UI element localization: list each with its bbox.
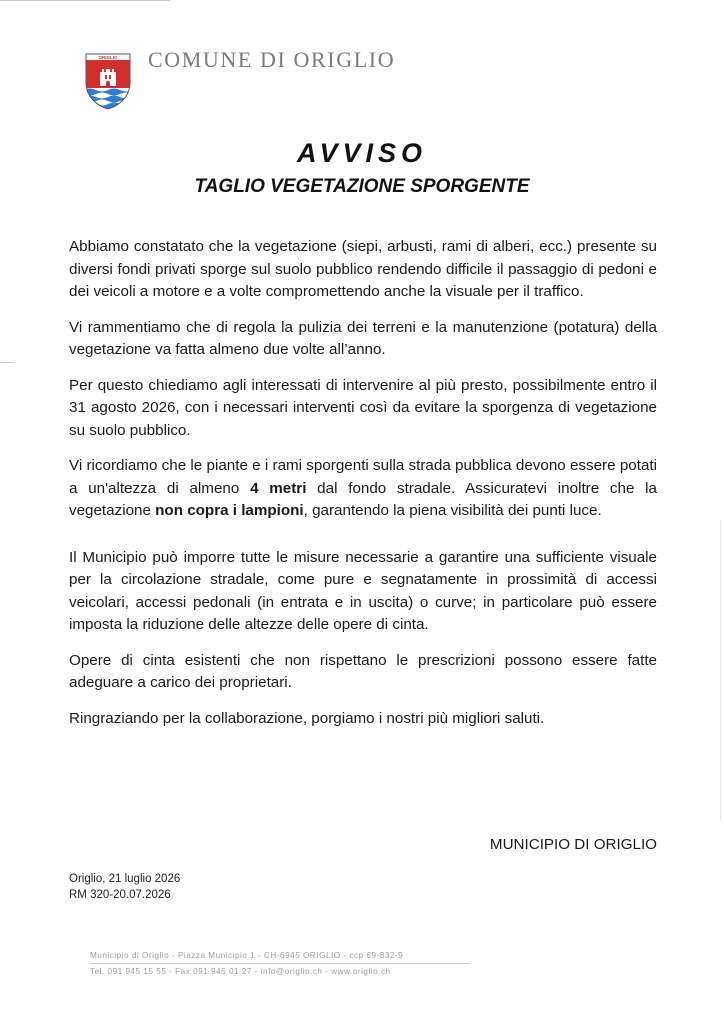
paragraph-4-text-a: Vi ricordiamo che le piante e i rami sporgenti sulla strada pubblica devono essere potati a un'altezza di almeno [69, 457, 657, 497]
paragraph-3: Per questo chiediamo agli interessati di intervenire al più presto, possibilmente entro il 31 agosto 2026, con i necessari interventi così da evitare la sporgenza di vegetazione su suolo pubblico. [69, 376, 657, 439]
footer-contacts: Tel. 091 945 15 55 - Fax 091 945 01 27 - info@origlio.ch - www.origlio.ch [90, 967, 391, 976]
footer-address: Municipio di Origlio - Piazza Municipio 1 - CH-6945 ORIGLIO - ccp 69-832-9 [90, 951, 470, 964]
paragraph-1: Abbiamo constatato che la vegetazione (siepi, arbusti, rami di alberi, ecc.) presente su diversi fondi privati sporge sul suolo pubblico rendendo difficile il passaggio di pedoni e dei veicoli a motore e a volte compromettendo anche la visuale per il traffico. [69, 238, 657, 300]
paragraph-7: Ringraziando per la collaborazione, porgiamo i nostri più migliori saluti. [69, 709, 545, 727]
signature: MUNICIPIO DI ORIGLIO [489, 836, 657, 853]
document-meta [69, 871, 180, 903]
municipal-crest-icon [84, 52, 132, 110]
paragraph-4-text-c: , garantendo la piena visibilità dei punti luce. [303, 502, 602, 519]
paragraph-6: Opere di cinta esistenti che non rispettano le prescrizioni possono essere fatte adeguare a carico dei proprietari. [69, 651, 657, 691]
footer [90, 951, 470, 976]
reference-number: RM 320-20.07.2026 [69, 889, 171, 901]
height-requirement: 4 metri [250, 479, 307, 497]
scan-artifact-right [720, 520, 721, 820]
scan-artifact-left [0, 362, 14, 363]
crest-label: ORIGLIO [98, 55, 118, 60]
paragraph-4 [69, 455, 657, 523]
notice-body [69, 236, 657, 743]
scan-artifact-top [0, 0, 170, 1]
paragraph-2: Vi rammentiamo che di regola la pulizia dei terreni e la manutenzione (potatura) della vegetazione va fatta almeno due volte all’anno. [69, 318, 657, 358]
streetlight-requirement: non copra i lampioni [155, 502, 304, 519]
place-date: Origlio, 21 luglio 2026 [69, 873, 181, 885]
notice-title: AVVISO [296, 138, 428, 168]
paragraph-4-text-b: dal fondo stradale. Assicuratevi inoltre che la vegetazione [69, 479, 658, 519]
organization-name: COMUNE DI ORIGLIO [148, 47, 396, 72]
paragraph-5: Il Municipio può imporre tutte le misure necessarie a garantire una sufficiente visuale per la circolazione stradale, come pure e segnatamente in prossimità di accessi veicolari, accessi pedonali (in entrata e in uscita) o curve; in particolare può essere imposta la riduzione delle altezze delle opere di cinta. [69, 548, 657, 633]
notice-subtitle: TAGLIO VEGETAZIONE SPORGENTE [194, 176, 530, 197]
